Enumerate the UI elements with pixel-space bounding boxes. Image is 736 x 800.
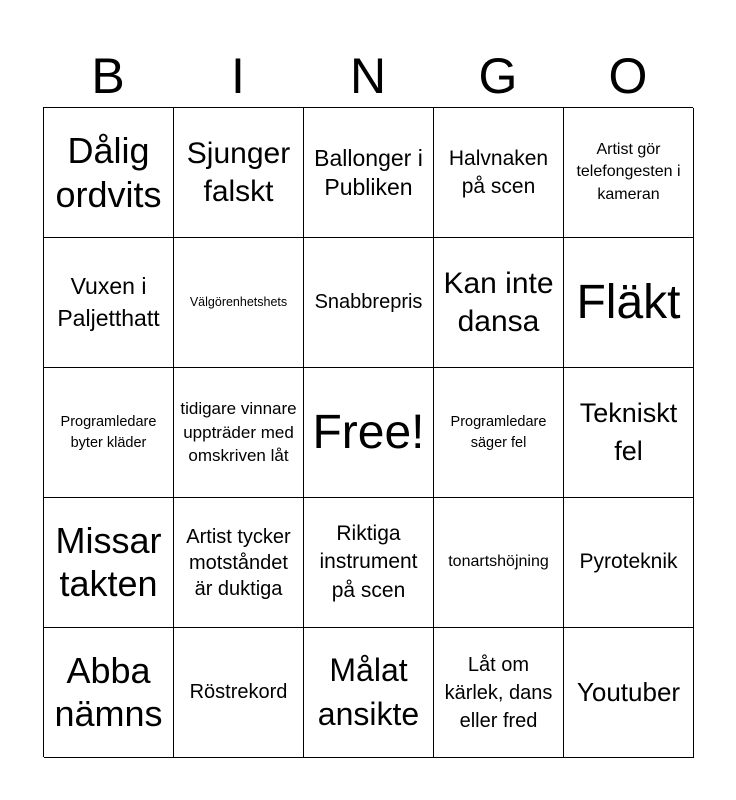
bingo-cell[interactable]: [44, 108, 174, 238]
bingo-cell[interactable]: [564, 498, 694, 628]
bingo-cell[interactable]: [44, 628, 174, 758]
free-space: Free!: [312, 405, 425, 459]
bingo-cell[interactable]: [304, 108, 434, 238]
cell-text: Abba nämns: [54, 650, 163, 734]
cell-text: Riktiga instrument på scen: [319, 521, 418, 602]
bingo-cell[interactable]: [44, 498, 174, 628]
bingo-cell[interactable]: [174, 498, 304, 628]
bingo-cell[interactable]: [434, 238, 564, 368]
cell-text: Sjunger falskt: [186, 137, 291, 208]
cell-text: Målat ansikte: [317, 652, 420, 732]
bingo-cell[interactable]: [564, 368, 694, 498]
cell-text: Artist tycker motståndet är duktiga: [186, 525, 291, 600]
bingo-cell[interactable]: [434, 498, 564, 628]
bingo-cell[interactable]: [304, 238, 434, 368]
cell-text: Snabbrepris: [314, 291, 423, 313]
cell-text: Artist gör telefongesten i kameran: [576, 140, 681, 203]
bingo-cell[interactable]: [564, 628, 694, 758]
bingo-header: [43, 45, 693, 107]
header-letter-i: I: [231, 48, 245, 104]
bingo-cell[interactable]: [564, 108, 694, 238]
bingo-cell[interactable]: [174, 108, 304, 238]
cell-text: Dålig ordvits: [55, 130, 162, 215]
cell-text: tidigare vinnare uppträder med omskriven låt: [180, 398, 297, 466]
bingo-cell[interactable]: [434, 628, 564, 758]
cell-text: Välgörenhetshets: [189, 295, 288, 310]
header-letter-b: B: [91, 48, 125, 104]
cell-text: Låt om kärlek, dans eller fred: [444, 653, 553, 732]
bingo-cell[interactable]: [174, 628, 304, 758]
bingo-cell[interactable]: [174, 368, 304, 498]
cell-text: Youtuber: [576, 677, 681, 708]
cell-text: tonartshöjning: [448, 553, 549, 571]
bingo-cell[interactable]: [304, 498, 434, 628]
cell-text: Vuxen i Paljetthatt: [57, 273, 160, 331]
cell-text: Missar takten: [55, 520, 162, 604]
cell-text: Pyroteknik: [579, 550, 678, 574]
header-letter-n: N: [349, 48, 387, 104]
bingo-cell[interactable]: [174, 238, 304, 368]
header-letter-g: G: [478, 48, 518, 104]
header-letter-o: O: [608, 48, 648, 104]
bingo-grid: [43, 107, 693, 757]
cell-text: Programledare byter kläder: [60, 414, 157, 451]
bingo-cell[interactable]: [564, 238, 694, 368]
bingo-cell[interactable]: [304, 368, 434, 498]
bingo-cell[interactable]: [434, 108, 564, 238]
bingo-cell[interactable]: [44, 238, 174, 368]
bingo-cell[interactable]: [304, 628, 434, 758]
bingo-cell[interactable]: [434, 368, 564, 498]
cell-text: Tekniskt fel: [579, 397, 678, 466]
cell-text: Programledare säger fel: [450, 414, 547, 451]
cell-text: Fläkt: [576, 275, 681, 329]
cell-text: Halvnaken på scen: [448, 147, 549, 198]
cell-text: Ballonger i Publiken: [314, 144, 423, 200]
cell-text: Kan inte dansa: [443, 267, 554, 338]
cell-text: Röstrekord: [189, 681, 288, 703]
bingo-cell[interactable]: [44, 368, 174, 498]
